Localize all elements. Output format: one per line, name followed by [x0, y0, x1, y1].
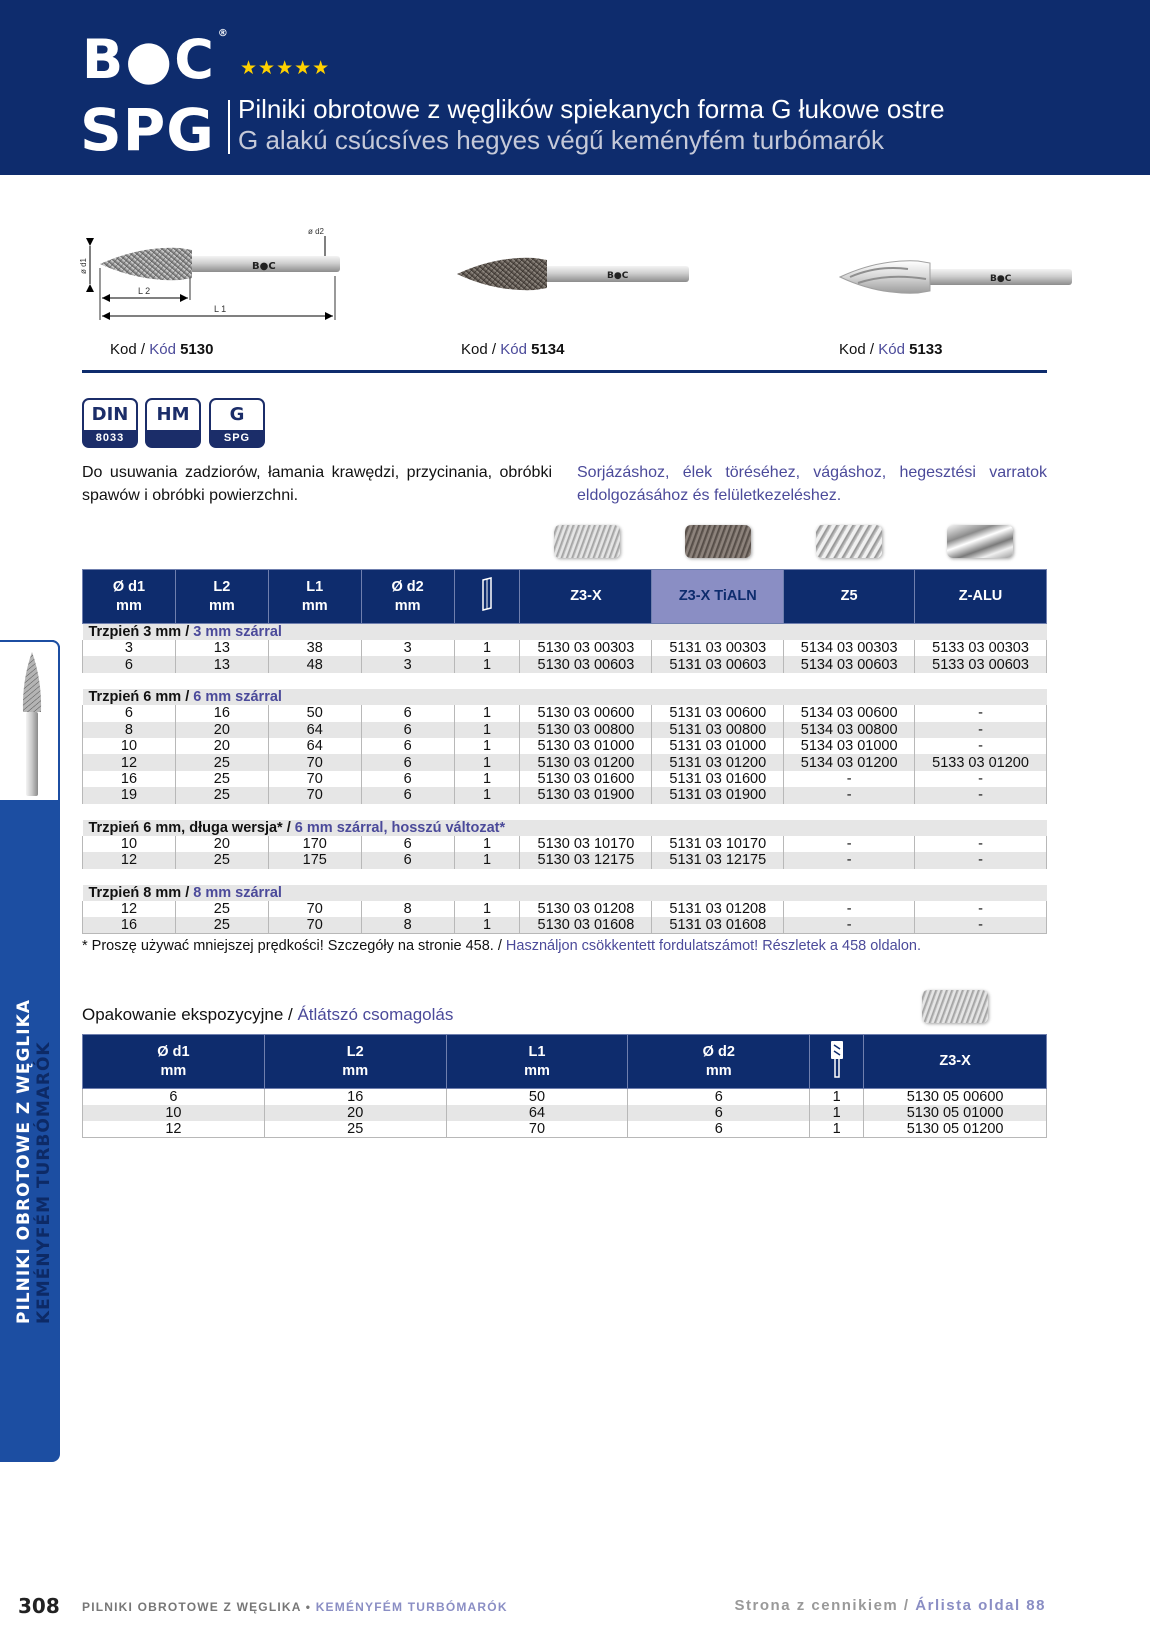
shank-group-label — [83, 689, 1047, 705]
header-label: Ø d1 — [112, 578, 146, 595]
table-cell: 5130 03 00800 — [520, 722, 652, 738]
packaging-header-row — [83, 1035, 1047, 1089]
table-cell: - — [915, 705, 1047, 721]
spacer-cell — [83, 673, 1047, 689]
packaging-table-body — [83, 1089, 1047, 1138]
table-cell: - — [784, 771, 915, 787]
table-cell: 6 — [361, 705, 454, 721]
table-cell: 5131 03 00603 — [652, 656, 784, 672]
table-row — [83, 787, 1047, 803]
table-cell: 12 — [83, 754, 176, 770]
table-cell: 1 — [454, 754, 520, 770]
table-cell: 5134 03 01200 — [784, 754, 915, 770]
packaging-cell: 5130 05 01000 — [864, 1105, 1047, 1121]
swatch-packaging-z3x — [922, 990, 988, 1023]
table-cell: 3 — [361, 656, 454, 672]
table-cell: 5130 03 01608 — [520, 917, 652, 934]
group-label-sep: / — [282, 819, 295, 836]
kod-number: 5130 — [180, 341, 214, 358]
table-cell: - — [915, 836, 1047, 852]
shank-group-row — [83, 689, 1047, 705]
footer-price-hu: Árlista oldal 88 — [915, 1597, 1046, 1614]
table-row — [83, 705, 1047, 721]
table-cell: 70 — [268, 771, 361, 787]
description-pl: Do usuwania zadziorów, łamania krawędzi, przycinania, obróbki spawów i obróbki powierzchni. — [82, 464, 552, 504]
table-row — [83, 917, 1047, 934]
kod-number: 5133 — [909, 341, 943, 358]
shank-group-label — [83, 820, 1047, 836]
table-cell: 5131 03 01000 — [652, 738, 784, 754]
table-cell: 70 — [268, 787, 361, 803]
table-cell: - — [915, 901, 1047, 917]
table-cell: - — [915, 787, 1047, 803]
table-row — [83, 754, 1047, 770]
badge-bottom: 8033 — [84, 430, 136, 446]
header-d2 — [361, 570, 454, 624]
swatch-z3x — [554, 525, 620, 558]
table-cell: 10 — [83, 836, 176, 852]
swatch-z3x-tialn — [685, 525, 751, 558]
header-label: L2 — [213, 578, 231, 595]
shank-group-row — [83, 885, 1047, 901]
spacer-cell — [83, 804, 1047, 820]
packaging-cell: 70 — [446, 1121, 628, 1138]
header-z5: Z5 — [784, 570, 915, 624]
table-cell: 5131 03 12175 — [652, 852, 784, 868]
header-label: L1 — [306, 578, 324, 595]
table-cell: 1 — [454, 836, 520, 852]
table-cell: 20 — [175, 836, 268, 852]
packaging-title — [82, 1005, 453, 1025]
side-tab-text — [14, 999, 54, 1324]
packaging-cell: 25 — [264, 1121, 446, 1138]
group-label-sep: / — [181, 884, 194, 901]
kod-sep: / — [865, 341, 879, 358]
product-code-5133 — [839, 341, 942, 358]
table-cell: 16 — [175, 705, 268, 721]
table-cell: 70 — [268, 901, 361, 917]
table-cell: 5131 03 10170 — [652, 836, 784, 852]
table-cell: 170 — [268, 836, 361, 852]
product-table — [82, 569, 1047, 934]
header-l2 — [175, 570, 268, 624]
table-cell: 1 — [454, 771, 520, 787]
table-cell: 6 — [361, 722, 454, 738]
table-cell: 5134 03 00800 — [784, 722, 915, 738]
header-z-alu: Z-ALU — [915, 570, 1047, 624]
footer-title-sep: • — [301, 1600, 316, 1614]
group-spacer — [83, 869, 1047, 885]
table-cell: 6 — [361, 754, 454, 770]
spacer-cell — [83, 869, 1047, 885]
footer-price-sep: / — [898, 1597, 916, 1614]
table-cell: 20 — [175, 738, 268, 754]
group-label-sep: / — [181, 624, 194, 640]
packaging-cell: 5130 05 00600 — [864, 1089, 1047, 1106]
rating-stars: ★★★★★ — [240, 58, 331, 79]
badge-bottom: SPG — [211, 430, 263, 446]
pack-header-l2 — [264, 1035, 446, 1089]
kod-pl: Kod — [461, 341, 488, 358]
packaging-cell: 6 — [628, 1121, 810, 1138]
table-cell: 6 — [361, 738, 454, 754]
header-unit: mm — [394, 597, 421, 614]
table-cell: 8 — [83, 722, 176, 738]
footer-price-pl: Strona z cennikiem — [734, 1597, 899, 1614]
pack-header-d1 — [83, 1035, 265, 1089]
table-cell: 64 — [268, 722, 361, 738]
table-cell: 1 — [454, 901, 520, 917]
footnote-pl: * Proszę używać mniejszej prędkości! Szczegóły na stronie 458. — [82, 938, 494, 954]
kod-pl: Kod — [110, 341, 137, 358]
packaging-cell: 10 — [83, 1105, 265, 1121]
kod-hu: Kód — [149, 341, 176, 358]
page-header — [0, 0, 1150, 175]
table-cell: 175 — [268, 852, 361, 868]
kod-sep: / — [487, 341, 501, 358]
footer-price-list-ref — [735, 1597, 1046, 1614]
table-cell: 5131 03 01608 — [652, 917, 784, 934]
table-cell: - — [784, 852, 915, 868]
badge-g — [209, 398, 265, 448]
table-cell: 16 — [83, 771, 176, 787]
group-label-pl: Trzpień 6 mm, długa wersja* — [88, 819, 283, 836]
table-cell: 70 — [268, 754, 361, 770]
table-cell: 1 — [454, 852, 520, 868]
footer-title-hu: KEMÉNYFÉM TURBÓMARÓK — [315, 1600, 508, 1614]
page-number: 308 — [18, 1594, 60, 1618]
table-cell: 6 — [361, 836, 454, 852]
badge-top: G — [229, 404, 245, 425]
table-cell: 25 — [175, 771, 268, 787]
table-cell: 1 — [454, 722, 520, 738]
table-cell: 1 — [454, 917, 520, 934]
footer-title-pl: PILNIKI OBROTOWE Z WĘGLIKA — [82, 1600, 302, 1614]
header-unit: mm — [342, 1062, 369, 1079]
table-cell: 5131 03 01208 — [652, 901, 784, 917]
description-hu: Sorjázáshoz, élek töréséhez, vágáshoz, hegesztési varratok eldolgozásához és felületkezeléshez. — [577, 464, 1047, 504]
footer-section-title — [82, 1600, 508, 1614]
kod-hu: Kód — [500, 341, 527, 358]
group-label-hu: 3 mm szárral — [193, 624, 282, 640]
packaging-title-sep: / — [283, 1005, 298, 1024]
table-cell: 5131 03 01200 — [652, 754, 784, 770]
table-cell: 5130 03 12175 — [520, 852, 652, 868]
table-cell: 13 — [175, 640, 268, 656]
header-label: L1 — [528, 1043, 546, 1060]
table-cell: 5130 03 01208 — [520, 901, 652, 917]
table-cell: 5134 03 00600 — [784, 705, 915, 721]
table-cell: 6 — [361, 787, 454, 803]
table-cell: 6 — [361, 771, 454, 787]
kod-sep: / — [136, 341, 150, 358]
packaging-cell: 16 — [264, 1089, 446, 1106]
packaging-cell: 1 — [810, 1121, 864, 1138]
badge-bottom — [147, 430, 199, 446]
table-cell: 20 — [175, 722, 268, 738]
table-row — [83, 901, 1047, 917]
table-cell: 5131 03 00800 — [652, 722, 784, 738]
table-cell: 48 — [268, 656, 361, 672]
group-label-pl: Trzpień 6 mm — [88, 688, 182, 705]
packaging-cell: 12 — [83, 1121, 265, 1138]
packaging-row — [83, 1089, 1047, 1106]
table-cell: 64 — [268, 738, 361, 754]
shank-group-row — [83, 820, 1047, 836]
section-divider — [82, 370, 1047, 373]
group-label-sep: / — [181, 688, 194, 705]
table-cell: 1 — [454, 640, 520, 656]
table-cell: 1 — [454, 787, 520, 803]
table-cell: 3 — [361, 640, 454, 656]
table-cell: 19 — [83, 787, 176, 803]
table-cell: - — [784, 836, 915, 852]
group-label-hu: 6 mm szárral, hosszú változat* — [294, 819, 506, 836]
side-tab-line-hu: KEMÉNYFÉM TURBÓMARÓK — [34, 1041, 54, 1324]
badge-hm — [145, 398, 201, 448]
logo-text: B●C — [82, 28, 216, 91]
table-row — [83, 836, 1047, 852]
table-cell: 16 — [83, 917, 176, 934]
header-unit: mm — [160, 1062, 187, 1079]
pack-header-d2 — [628, 1035, 810, 1089]
header-unit: mm — [116, 597, 142, 614]
table-cell: - — [915, 917, 1047, 934]
badge-top: DIN — [91, 404, 129, 425]
table-cell: 6 — [83, 705, 176, 721]
packaging-title-pl: Opakowanie ekspozycyjne — [82, 1005, 284, 1024]
page-title-hu: G alakú csúcsíves hegyes végű keményfém turbómarók — [238, 125, 884, 155]
packaging-table — [82, 1034, 1047, 1138]
swatch-z-alu — [947, 525, 1013, 558]
header-label: Ø d2 — [391, 578, 424, 595]
packaging-cell: 20 — [264, 1105, 446, 1121]
table-cell: 5134 03 00603 — [784, 656, 915, 672]
shank-group-row — [83, 624, 1047, 641]
kod-hu: Kód — [878, 341, 905, 358]
pack-header-z3x: Z3-X — [864, 1035, 1047, 1089]
header-label: Ø d1 — [157, 1043, 190, 1060]
table-cell: 5131 03 01600 — [652, 771, 784, 787]
table-cell: 12 — [83, 901, 176, 917]
shank-group-label — [83, 624, 1047, 641]
kod-pl: Kod — [839, 341, 866, 358]
boc-logo — [82, 28, 230, 91]
table-cell: 5130 03 01200 — [520, 754, 652, 770]
tool-brand-5134: B●C — [607, 271, 629, 281]
dim-d1-label: ø d1 — [79, 257, 88, 274]
packaging-row — [83, 1121, 1047, 1138]
packaging-cell: 1 — [810, 1105, 864, 1121]
table-header-row — [83, 570, 1047, 624]
header-unit: mm — [705, 1062, 732, 1079]
header-z3x-tialn: Z3-X TiALN — [652, 570, 784, 624]
table-cell: 10 — [83, 738, 176, 754]
table-cell: 3 — [83, 640, 176, 656]
table-cell: 1 — [454, 705, 520, 721]
header-unit: mm — [524, 1062, 550, 1079]
side-tool-image — [20, 650, 44, 798]
table-row — [83, 656, 1047, 672]
header-unit: mm — [301, 597, 328, 614]
tool-image-5133 — [838, 255, 1076, 299]
product-table-body — [83, 624, 1047, 934]
table-cell: - — [915, 852, 1047, 868]
product-code-5134 — [461, 341, 564, 358]
table-cell: 6 — [361, 852, 454, 868]
table-cell: 5133 03 00603 — [915, 656, 1047, 672]
product-code-5130 — [110, 341, 213, 358]
dim-l2-label: L 2 — [138, 286, 151, 296]
table-cell: 25 — [175, 901, 268, 917]
packaging-cell: 64 — [446, 1105, 628, 1121]
header-unit: mm — [208, 597, 235, 614]
header-l1 — [268, 570, 361, 624]
table-cell: - — [784, 901, 915, 917]
package-quantity-icon — [479, 576, 495, 612]
table-cell: 25 — [175, 754, 268, 770]
blister-pack-icon — [829, 1039, 845, 1079]
table-cell: 70 — [268, 917, 361, 934]
table-cell: 5131 03 01900 — [652, 787, 784, 803]
header-quantity — [454, 570, 520, 624]
table-cell: 13 — [175, 656, 268, 672]
packaging-cell: 1 — [810, 1089, 864, 1106]
table-cell: 25 — [175, 787, 268, 803]
table-cell: 6 — [83, 656, 176, 672]
table-row — [83, 852, 1047, 868]
packaging-title-hu: Átlátszó csomagolás — [297, 1005, 454, 1024]
table-cell: 25 — [175, 852, 268, 868]
page-title-pl: Pilniki obrotowe z węglików spiekanych forma G łukowe ostre — [238, 94, 945, 124]
table-cell: 25 — [175, 917, 268, 934]
tool-brand-5133: B●C — [990, 274, 1012, 284]
table-cell: 5130 03 00603 — [520, 656, 652, 672]
packaging-cell: 5130 05 01200 — [864, 1121, 1047, 1138]
pack-header-l1 — [446, 1035, 628, 1089]
table-cell: 5130 03 00303 — [520, 640, 652, 656]
dim-l1-label: L 1 — [214, 304, 227, 314]
table-cell: 50 — [268, 705, 361, 721]
group-label-hu: 6 mm szárral — [193, 688, 282, 705]
table-cell: 38 — [268, 640, 361, 656]
packaging-cell: 6 — [628, 1105, 810, 1121]
badge-din — [82, 398, 138, 448]
series-code: SPG — [80, 96, 215, 164]
footnote — [82, 938, 921, 954]
side-tab-line-pl: PILNIKI OBROTOWE Z WĘGLIKA — [14, 999, 34, 1324]
table-cell: 5130 03 01600 — [520, 771, 652, 787]
kod-number: 5134 — [531, 341, 565, 358]
badge-top: HM — [156, 404, 190, 425]
table-row — [83, 722, 1047, 738]
table-cell: 1 — [454, 656, 520, 672]
dim-d2-label: ø d2 — [308, 227, 325, 236]
swatch-z5 — [816, 525, 882, 558]
title-divider — [228, 100, 230, 154]
tool-image-5134 — [455, 252, 693, 296]
table-cell: 5131 03 00303 — [652, 640, 784, 656]
registered-mark: ® — [217, 28, 230, 39]
table-cell: 5133 03 01200 — [915, 754, 1047, 770]
group-spacer — [83, 673, 1047, 689]
table-cell: 8 — [361, 917, 454, 934]
table-cell: - — [915, 738, 1047, 754]
table-cell: 5130 03 01000 — [520, 738, 652, 754]
group-label-pl: Trzpień 3 mm — [88, 624, 182, 640]
packaging-row — [83, 1105, 1047, 1121]
header-z3x: Z3-X — [520, 570, 652, 624]
table-cell: 5130 03 01900 — [520, 787, 652, 803]
packaging-cell: 6 — [628, 1089, 810, 1106]
table-cell: 1 — [454, 738, 520, 754]
header-label: L2 — [346, 1043, 364, 1060]
side-tab-image-panel — [0, 640, 60, 802]
group-label-pl: Trzpień 8 mm — [88, 884, 182, 901]
header-d1 — [83, 570, 176, 624]
footnote-hu: Használjon csökkentett fordulatszámot! Részletek a 458 oldalon. — [505, 938, 922, 954]
table-cell: 12 — [83, 852, 176, 868]
table-row — [83, 738, 1047, 754]
shank-group-label — [83, 885, 1047, 901]
table-cell: 5133 03 00303 — [915, 640, 1047, 656]
tool-image-5130 — [80, 228, 350, 334]
drawing-brand: B●C — [252, 261, 276, 272]
table-cell: 5134 03 00303 — [784, 640, 915, 656]
table-cell: 5131 03 00600 — [652, 705, 784, 721]
table-cell: - — [784, 917, 915, 934]
group-label-hu: 8 mm szárral — [193, 884, 282, 901]
table-cell: - — [915, 771, 1047, 787]
table-row — [83, 640, 1047, 656]
table-cell: 5130 03 10170 — [520, 836, 652, 852]
packaging-cell: 50 — [446, 1089, 628, 1106]
group-spacer — [83, 804, 1047, 820]
table-cell: - — [915, 722, 1047, 738]
table-cell: 8 — [361, 901, 454, 917]
header-label: Ø d2 — [702, 1043, 735, 1060]
pack-header-quantity — [810, 1035, 864, 1089]
footnote-sep: / — [493, 938, 506, 954]
table-cell: 5130 03 00600 — [520, 705, 652, 721]
packaging-cell: 6 — [83, 1089, 265, 1106]
table-cell: 5134 03 01000 — [784, 738, 915, 754]
table-row — [83, 771, 1047, 787]
table-cell: - — [784, 787, 915, 803]
